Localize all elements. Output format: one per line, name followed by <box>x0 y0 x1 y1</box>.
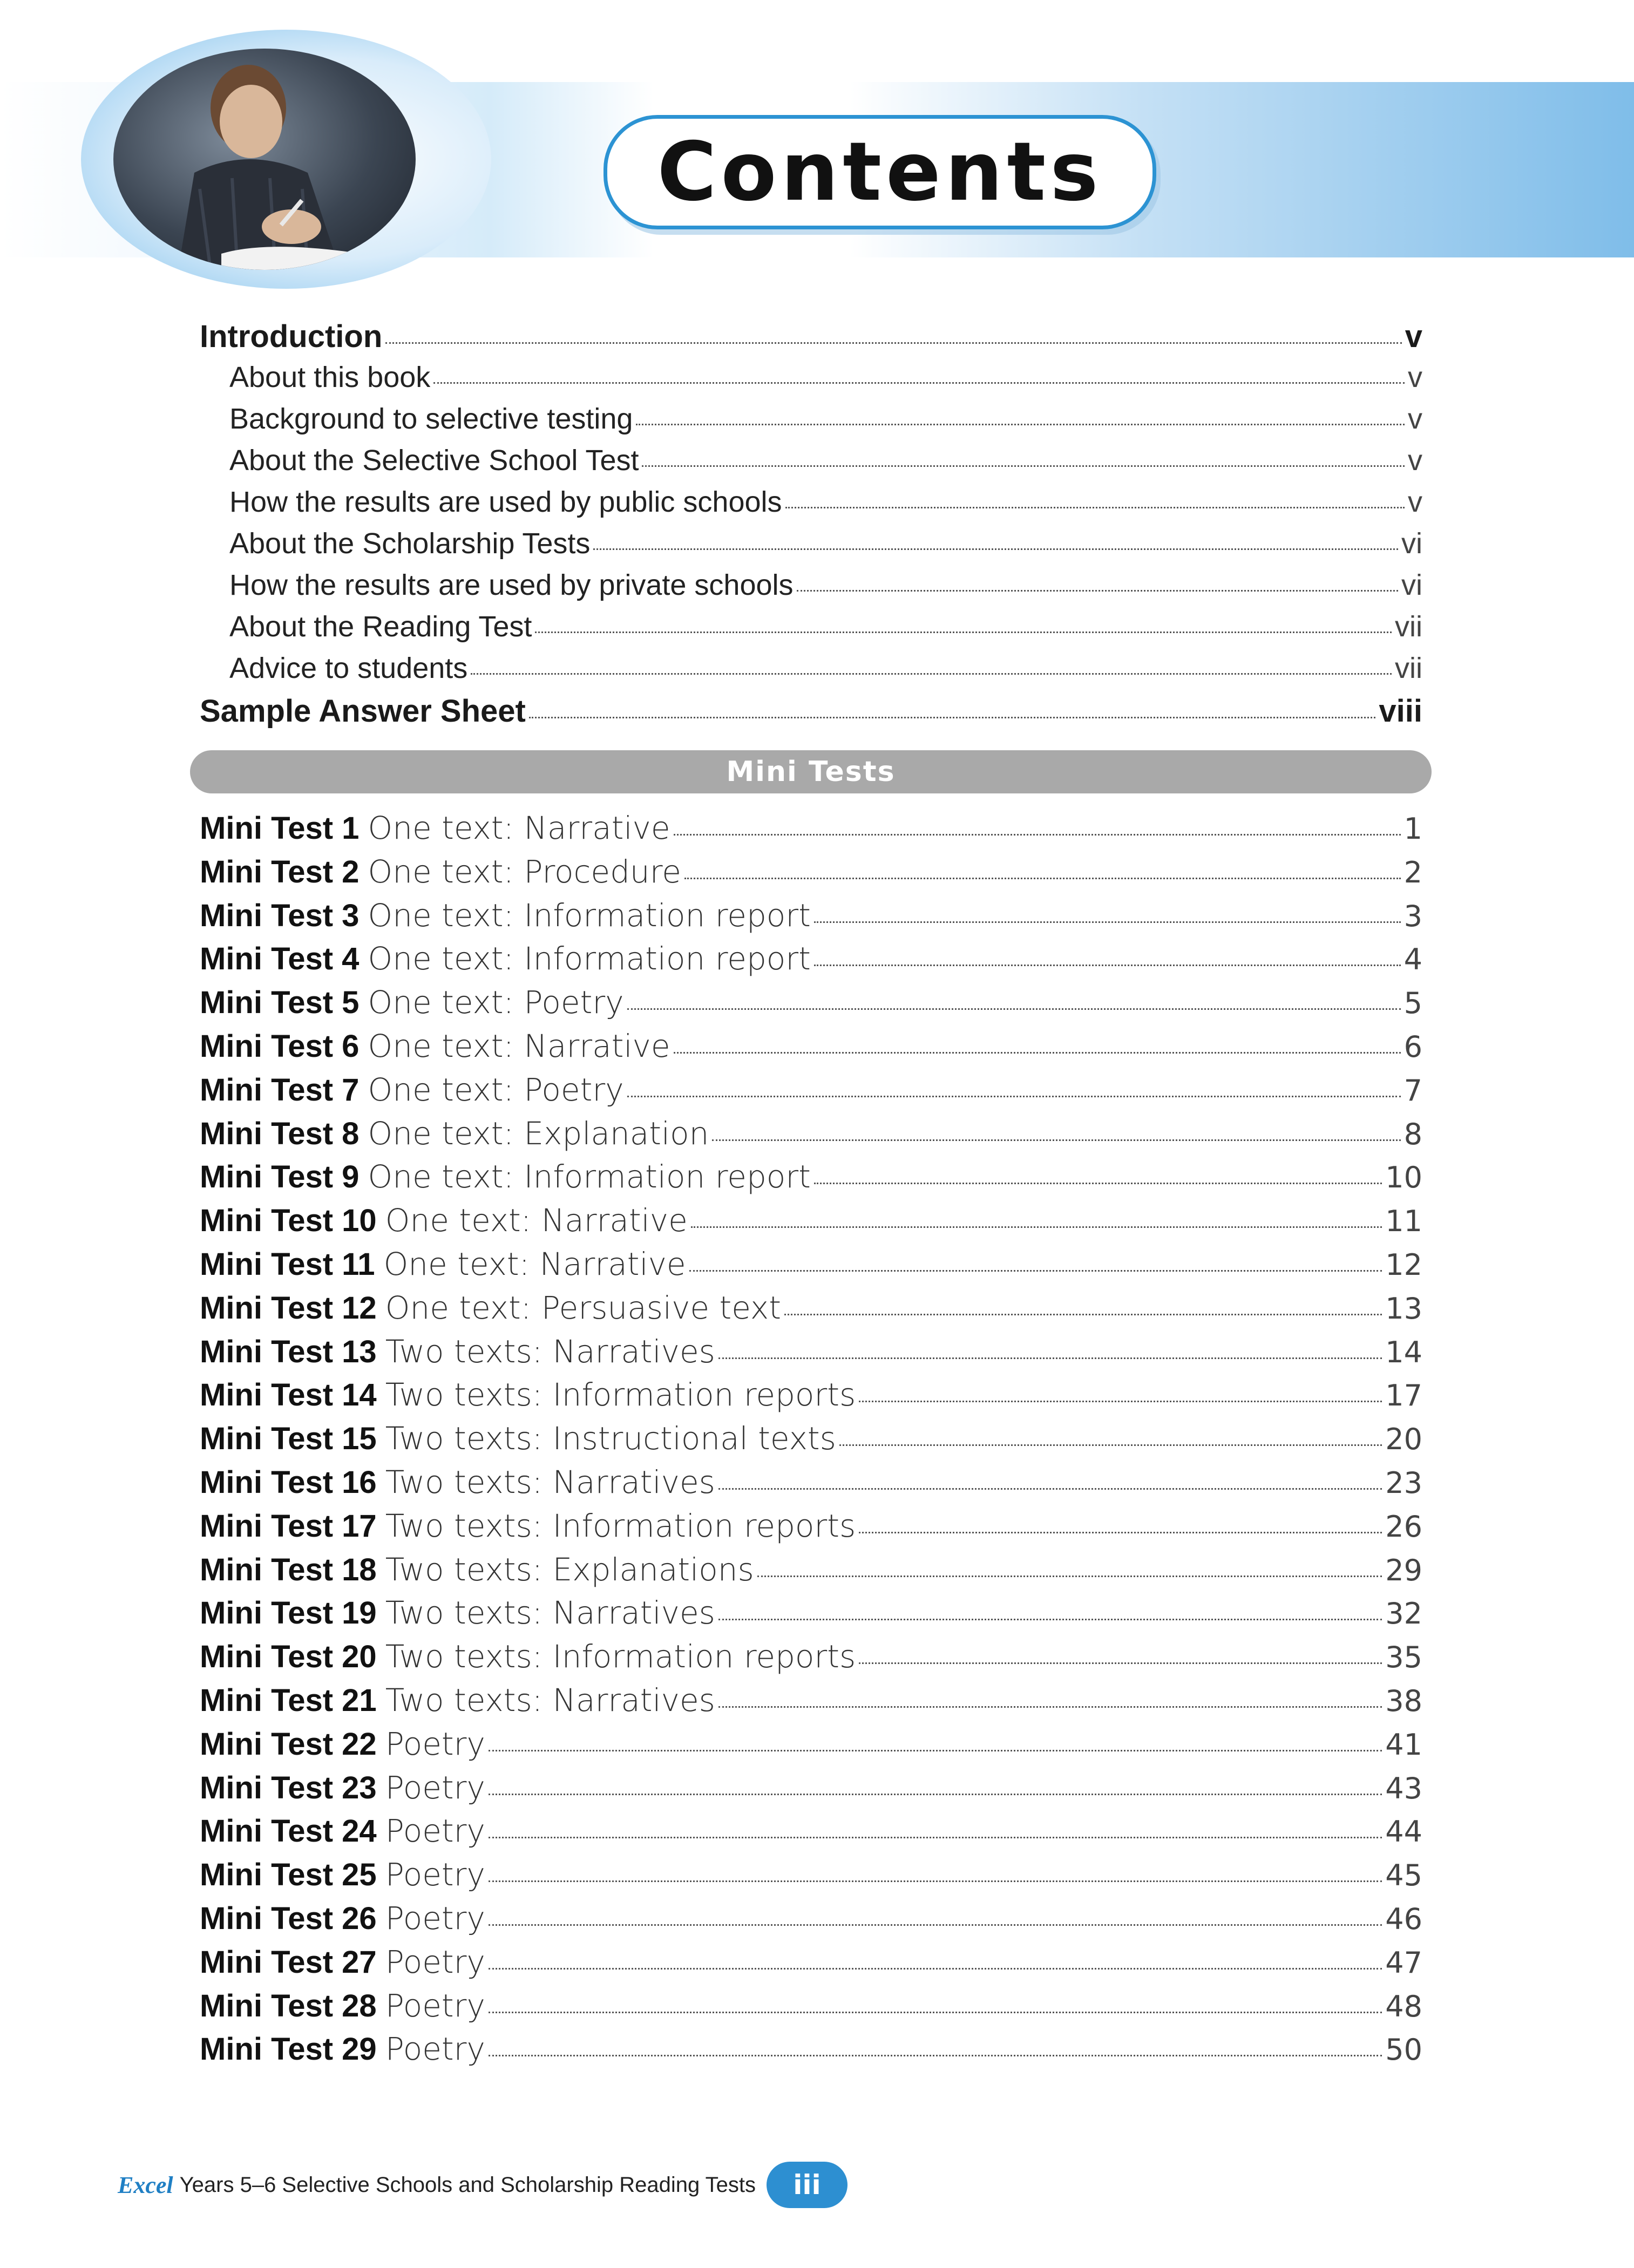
toc-page-number: 4 <box>1404 942 1422 977</box>
toc-page-number: vi <box>1401 527 1422 560</box>
toc-page-number: v <box>1408 444 1422 477</box>
mini-test-row <box>200 2031 1422 2074</box>
mini-test-label <box>200 1376 856 1413</box>
toc-subitem-row <box>200 361 1422 402</box>
toc-page-number: 41 <box>1385 1727 1422 1762</box>
mini-test-description: One text: Poetry <box>368 1071 624 1108</box>
mini-test-label <box>200 1333 715 1370</box>
toc-page-number: v <box>1408 361 1422 393</box>
brand-logo: Excel <box>118 2171 173 2198</box>
mini-test-name: Mini Test 12 <box>200 1290 377 1326</box>
mini-test-row <box>200 1682 1422 1726</box>
mini-test-row <box>200 1594 1422 1638</box>
mini-test-label <box>200 1115 709 1152</box>
mini-test-label <box>200 940 811 977</box>
toc-page-number: 43 <box>1385 1771 1422 1805</box>
mini-test-name: Mini Test 6 <box>200 1028 360 1064</box>
dot-leader <box>529 716 1376 718</box>
toc-heading-row <box>200 318 1422 361</box>
mini-test-name: Mini Test 19 <box>200 1595 377 1631</box>
toc-page-number: 44 <box>1385 1815 1422 1849</box>
toc-page-number: 1 <box>1404 812 1422 846</box>
mini-test-row <box>200 1464 1422 1508</box>
mini-test-name: Mini Test 25 <box>200 1857 377 1893</box>
mini-test-label <box>200 984 624 1021</box>
mini-test-description: Two texts: Narratives <box>385 1463 715 1500</box>
dot-leader <box>627 1008 1401 1010</box>
mini-test-description: Poetry <box>385 1812 485 1850</box>
mini-test-row <box>200 1900 1422 1944</box>
intro-section <box>200 318 1422 735</box>
toc-entry-label: About the Selective School Test <box>229 444 639 477</box>
toc-subitem-row <box>200 568 1422 610</box>
mini-test-name: Mini Test 22 <box>200 1726 377 1762</box>
toc-subitem-row <box>200 527 1422 568</box>
dot-leader <box>784 1313 1382 1315</box>
dot-leader <box>489 2011 1382 2013</box>
mini-tests-section <box>200 810 1422 2074</box>
dot-leader <box>489 1967 1382 1970</box>
mini-test-label <box>200 1726 485 1762</box>
mini-test-description: One text: Narrative <box>368 1027 670 1064</box>
toc-page-number: 47 <box>1385 1945 1422 1980</box>
toc-page-number: v <box>1405 319 1422 354</box>
dot-leader <box>489 1749 1382 1751</box>
toc-page-number: vi <box>1401 569 1422 601</box>
mini-test-label <box>200 1900 485 1937</box>
mini-test-name: Mini Test 23 <box>200 1770 377 1805</box>
mini-test-row <box>200 940 1422 984</box>
footer-text: Years 5–6 Selective Schools and Scholarship Reading Tests <box>179 2172 756 2197</box>
dot-leader <box>718 1488 1382 1490</box>
toc-page-number: v <box>1408 403 1422 435</box>
toc-page-number: 13 <box>1385 1291 1422 1326</box>
mini-test-row <box>200 1944 1422 1987</box>
mini-test-label <box>200 1856 485 1893</box>
dot-leader <box>814 964 1401 966</box>
mini-test-label <box>200 1508 856 1544</box>
toc-entry-label: About this book <box>229 361 431 393</box>
mini-test-row <box>200 984 1422 1028</box>
toc-entry-label: About the Reading Test <box>229 610 532 643</box>
dot-leader <box>385 342 1401 344</box>
toc-page-number: 8 <box>1404 1117 1422 1151</box>
mini-test-description: One text: Procedure <box>368 853 681 890</box>
dot-leader <box>674 1051 1401 1054</box>
mini-test-description: Two texts: Instructional texts <box>385 1420 836 1457</box>
mini-test-description: One text: Narrative <box>385 1202 688 1239</box>
mini-test-label <box>200 1812 485 1849</box>
mini-test-name: Mini Test 18 <box>200 1552 377 1587</box>
mini-test-description: One text: Narrative <box>383 1245 686 1282</box>
mini-test-name: Mini Test 1 <box>200 811 360 846</box>
mini-test-name: Mini Test 21 <box>200 1682 377 1718</box>
mini-test-row <box>200 1289 1422 1333</box>
toc-page-number: 26 <box>1385 1509 1422 1544</box>
dot-leader <box>797 589 1398 592</box>
toc-page-number: 20 <box>1385 1422 1422 1457</box>
mini-test-description: One text: Information report <box>368 1158 811 1196</box>
mini-test-row <box>200 1856 1422 1900</box>
header-photo <box>81 30 491 289</box>
toc-page-number: 45 <box>1385 1858 1422 1893</box>
mini-test-description: Poetry <box>385 1943 485 1980</box>
mini-test-name: Mini Test 28 <box>200 1988 377 2023</box>
toc-subitem-row <box>200 444 1422 485</box>
dot-leader <box>489 2054 1382 2056</box>
mini-test-description: Poetry <box>385 1769 485 1806</box>
mini-test-description: One text: Narrative <box>368 810 670 846</box>
mini-test-row <box>200 1551 1422 1595</box>
toc-entry-label: Sample Answer Sheet <box>200 694 526 729</box>
page-title: Contents <box>657 125 1103 219</box>
dot-leader <box>642 465 1405 467</box>
dot-leader <box>814 1182 1382 1184</box>
mini-test-name: Mini Test 14 <box>200 1377 377 1413</box>
toc-page-number: 23 <box>1385 1465 1422 1500</box>
toc-page-number: 12 <box>1385 1247 1422 1282</box>
mini-test-description: Two texts: Information reports <box>385 1507 856 1544</box>
toc-page-number: 50 <box>1385 2033 1422 2067</box>
dot-leader <box>489 1880 1382 1882</box>
mini-test-name: Mini Test 10 <box>200 1203 377 1239</box>
toc-page-number: 7 <box>1404 1073 1422 1108</box>
dot-leader <box>674 833 1401 836</box>
mini-test-row <box>200 1071 1422 1115</box>
toc-subitem-row <box>200 610 1422 651</box>
mini-test-row <box>200 1638 1422 1682</box>
mini-test-description: Poetry <box>385 1987 485 2024</box>
mini-test-name: Mini Test 5 <box>200 985 360 1021</box>
mini-test-name: Mini Test 8 <box>200 1116 360 1151</box>
table-of-contents <box>200 318 1422 2074</box>
toc-page-number: 6 <box>1404 1029 1422 1064</box>
mini-test-description: Poetry <box>385 1899 485 1937</box>
toc-page-number: 5 <box>1404 986 1422 1021</box>
mini-test-description: Two texts: Information reports <box>385 1376 856 1414</box>
mini-test-label <box>200 810 670 846</box>
toc-page-number: 46 <box>1385 1902 1422 1936</box>
dot-leader <box>627 1095 1401 1097</box>
mini-test-name: Mini Test 17 <box>200 1508 377 1544</box>
mini-test-row <box>200 1158 1422 1202</box>
mini-test-row <box>200 853 1422 897</box>
mini-test-row <box>200 1376 1422 1420</box>
mini-test-description: Two texts: Narratives <box>385 1333 715 1370</box>
mini-test-label <box>200 1289 781 1326</box>
toc-page-number: 38 <box>1385 1683 1422 1718</box>
mini-test-label <box>200 2031 485 2067</box>
mini-test-label <box>200 853 681 890</box>
mini-test-name: Mini Test 16 <box>200 1464 377 1500</box>
mini-test-row <box>200 1508 1422 1551</box>
contents-title-box <box>604 115 1156 229</box>
toc-entry-label: Advice to students <box>229 652 468 684</box>
mini-test-name: Mini Test 26 <box>200 1900 377 1936</box>
toc-page-number: 17 <box>1385 1379 1422 1413</box>
dot-leader <box>718 1357 1382 1359</box>
dot-leader <box>489 1836 1382 1838</box>
mini-test-name: Mini Test 4 <box>200 941 360 977</box>
mini-test-description: One text: Information report <box>368 897 811 934</box>
mini-test-description: Poetry <box>385 1725 485 1762</box>
toc-page-number: 3 <box>1404 899 1422 933</box>
dot-leader <box>839 1444 1382 1446</box>
mini-test-name: Mini Test 9 <box>200 1159 360 1195</box>
mini-test-row <box>200 1420 1422 1464</box>
toc-subitem-row <box>200 651 1422 693</box>
toc-page-number: 2 <box>1404 855 1422 889</box>
mini-test-label <box>200 897 811 934</box>
mini-test-name: Mini Test 13 <box>200 1334 377 1369</box>
toc-page-number: 48 <box>1385 1989 1422 2023</box>
dot-leader <box>859 1662 1382 1664</box>
mini-test-label <box>200 1944 485 1980</box>
mini-test-description: Poetry <box>385 1856 485 1893</box>
mini-test-name: Mini Test 11 <box>200 1246 375 1282</box>
mini-test-description: Two texts: Information reports <box>385 1638 856 1675</box>
mini-test-name: Mini Test 7 <box>200 1072 360 1108</box>
dot-leader <box>636 423 1405 425</box>
dot-leader <box>593 548 1398 550</box>
dot-leader <box>489 1924 1382 1926</box>
toc-subitem-row <box>200 402 1422 444</box>
mini-test-description: Two texts: Narratives <box>385 1681 715 1719</box>
mini-test-description: One text: Persuasive text <box>385 1289 781 1326</box>
mini-test-row <box>200 1769 1422 1813</box>
dot-leader <box>859 1400 1382 1402</box>
student-writing-photo <box>113 49 416 270</box>
mini-test-label <box>200 1028 670 1064</box>
toc-page-number: vii <box>1395 610 1422 643</box>
dot-leader <box>712 1139 1400 1141</box>
mini-test-label <box>200 1594 715 1631</box>
mini-test-name: Mini Test 15 <box>200 1421 377 1457</box>
banner-label: Mini Tests <box>726 756 896 788</box>
toc-page-number: viii <box>1379 694 1422 729</box>
mini-test-label <box>200 1246 686 1282</box>
toc-page-number: vii <box>1395 652 1422 684</box>
dot-leader <box>489 1793 1382 1795</box>
mini-test-description: Poetry <box>385 2031 485 2068</box>
toc-page-number: v <box>1408 486 1422 518</box>
mini-test-row <box>200 1115 1422 1159</box>
mini-test-description: Two texts: Narratives <box>385 1594 715 1632</box>
dot-leader <box>718 1706 1382 1708</box>
mini-test-description: One text: Explanation <box>368 1115 709 1152</box>
dot-leader <box>691 1226 1382 1228</box>
dot-leader <box>471 673 1392 675</box>
mini-test-label <box>200 1638 856 1675</box>
mini-test-label <box>200 1071 624 1108</box>
mini-test-row <box>200 1246 1422 1289</box>
mini-test-label <box>200 1682 715 1719</box>
mini-test-row <box>200 1812 1422 1856</box>
toc-page-number: 32 <box>1385 1597 1422 1631</box>
toc-heading-row <box>200 693 1422 735</box>
mini-test-row <box>200 1333 1422 1377</box>
mini-test-row <box>200 1202 1422 1246</box>
mini-test-row <box>200 810 1422 853</box>
toc-entry-label: How the results are used by private schools <box>229 569 794 601</box>
dot-leader <box>785 506 1405 508</box>
dot-leader <box>689 1269 1382 1272</box>
toc-entry-label: Background to selective testing <box>229 403 633 435</box>
mini-test-description: One text: Poetry <box>368 984 624 1021</box>
dot-leader <box>718 1618 1382 1620</box>
mini-test-row <box>200 1987 1422 2031</box>
dot-leader <box>433 382 1405 384</box>
mini-test-label <box>200 1551 754 1588</box>
toc-subitem-row <box>200 485 1422 527</box>
page-footer <box>118 2158 847 2212</box>
mini-test-label <box>200 1158 811 1195</box>
student-illustration <box>113 49 416 270</box>
mini-test-label <box>200 1987 485 2024</box>
mini-test-name: Mini Test 20 <box>200 1639 377 1675</box>
mini-test-description: One text: Information report <box>368 940 811 977</box>
mini-test-name: Mini Test 27 <box>200 1944 377 1980</box>
mini-test-name: Mini Test 29 <box>200 2032 377 2067</box>
mini-test-label <box>200 1420 836 1457</box>
toc-page-number: 29 <box>1385 1553 1422 1587</box>
toc-page-number: 11 <box>1385 1204 1422 1239</box>
mini-test-name: Mini Test 24 <box>200 1814 377 1849</box>
dot-leader <box>814 921 1401 923</box>
toc-entry-label: About the Scholarship Tests <box>229 527 591 560</box>
mini-test-label <box>200 1769 485 1806</box>
dot-leader <box>535 631 1392 633</box>
dot-leader <box>757 1575 1382 1577</box>
toc-entry-label: Introduction <box>200 319 383 354</box>
dot-leader <box>859 1531 1382 1533</box>
mini-test-name: Mini Test 3 <box>200 898 360 933</box>
mini-tests-banner <box>190 750 1432 793</box>
mini-test-row <box>200 1726 1422 1769</box>
toc-page-number: 10 <box>1385 1160 1422 1195</box>
mini-test-row <box>200 1028 1422 1071</box>
mini-test-label <box>200 1464 715 1500</box>
mini-test-row <box>200 897 1422 941</box>
page-number-badge: iii <box>767 2162 847 2208</box>
dot-leader <box>684 877 1401 879</box>
toc-page-number: 35 <box>1385 1640 1422 1675</box>
mini-test-name: Mini Test 2 <box>200 854 360 889</box>
mini-test-description: Two texts: Explanations <box>385 1551 754 1588</box>
mini-test-label <box>200 1202 688 1239</box>
toc-page-number: 14 <box>1385 1335 1422 1369</box>
toc-entry-label: How the results are used by public schools <box>229 486 782 518</box>
